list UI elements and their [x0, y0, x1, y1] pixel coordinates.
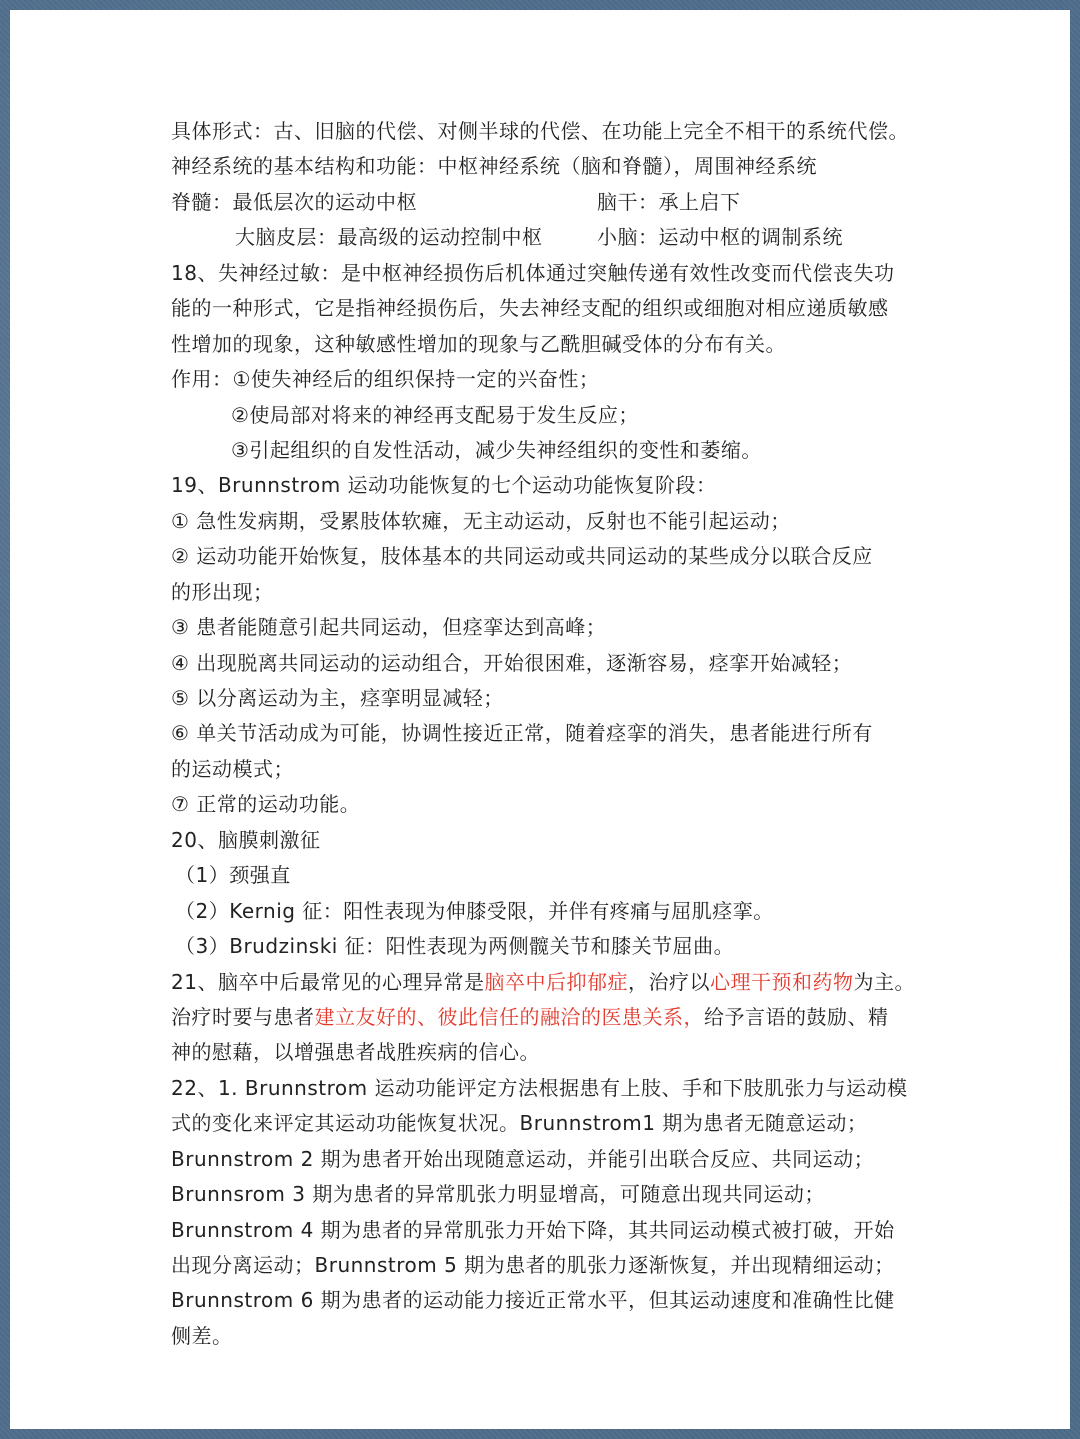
text-line [171, 185, 931, 220]
text-segment: 21、脑卒中后最常见的心理异常是 [171, 969, 485, 994]
cerebellum-text: 小脑：运动中枢的调制系统 [597, 225, 843, 250]
text-line [171, 965, 931, 1000]
text-line: （2）Kernig 征：阳性表现为伸膝受限，并伴有疼痛与屈肌痉挛。 [175, 898, 774, 923]
text-line: ②使局部对将来的神经再支配易于发生反应； [231, 402, 639, 427]
text-line: 的形出现； [171, 579, 274, 604]
cortex-text: 大脑皮层：最高级的运动控制中枢 [235, 225, 543, 250]
text-line: 神经系统的基本结构和功能：中枢神经系统（脑和脊髓），周围神经系统 [171, 154, 817, 179]
text-line: ⑤ 以分离运动为主，痉挛明显减轻； [171, 686, 504, 710]
document-page [10, 10, 1070, 1429]
text-line: 式的变化来评定其运动功能恢复状况。Brunnstrom1 期为患者无随意运动； [171, 1111, 868, 1136]
text-line: 性增加的现象，这种敏感性增加的现象与乙酰胆碱受体的分布有关。 [171, 331, 786, 356]
text-line: ③引起组织的自发性活动，减少失神经组织的变性和萎缩。 [231, 437, 762, 462]
text-line: ② 运动功能开始恢复，肢体基本的共同运动或共同运动的某些成分以联合反应 [171, 544, 873, 569]
document-body [171, 114, 931, 1354]
text-line: 18、失神经过敏：是中枢神经损伤后机体通过突触传递有效性改变而代偿丧失功 [171, 260, 895, 285]
text-line: Brunnstrom 6 期为患者的运动能力接近正常水平，但其运动速度和准确性比健 [171, 1288, 895, 1313]
text-line: ⑦ 正常的运动功能。 [171, 792, 361, 817]
spinal-cord-text: 脊髓：最低层次的运动中枢 [171, 189, 417, 214]
highlight-text: 脑卒中后抑郁症 [484, 969, 628, 994]
text-line: ① 急性发病期，受累肢体软瘫，无主动运动，反射也不能引起运动； [171, 508, 791, 533]
text-line: 神的慰藉，以增强患者战胜疾病的信心。 [171, 1040, 540, 1065]
text-segment: 为主。 [853, 969, 915, 994]
highlight-text: 心理干预和药物 [709, 969, 854, 994]
text-segment: 治疗时要与患者 [171, 1004, 315, 1029]
text-line: Brunnstrom 2 期为患者开始出现随意运动，并能引出联合反应、共同运动； [171, 1146, 875, 1171]
text-line: 的运动模式； [171, 756, 294, 781]
brainstem-text: 脑干：承上启下 [597, 189, 741, 214]
text-line: 能的一种形式，它是指神经损伤后，失去神经支配的组织或细胞对相应递质敏感 [171, 296, 889, 321]
text-line: ③ 患者能随意引起共同运动，但痉挛达到高峰； [171, 615, 607, 640]
text-line: ⑥ 单关节活动成为可能，协调性接近正常，随着痉挛的消失，患者能进行所有 [171, 721, 873, 746]
text-segment: ，治疗以 [627, 969, 710, 994]
text-line [171, 220, 931, 255]
text-line: ④ 出现脱离共同运动的运动组合，开始很困难，逐渐容易，痉挛开始减轻； [171, 650, 853, 675]
text-line: 侧差。 [171, 1323, 233, 1348]
highlight-text: 建立友好的、彼此信任的融洽的医患关系， [314, 1004, 704, 1029]
text-line: 出现分离运动；Brunnstrom 5 期为患者的肌张力逐渐恢复，并出现精细运动； [171, 1253, 895, 1277]
text-line: （3）Brudzinski 征：阳性表现为两侧髋关节和膝关节屈曲。 [175, 934, 735, 959]
text-segment: 给予言语的鼓励、精 [704, 1004, 889, 1029]
text-line: Brunnsrom 3 期为患者的异常肌张力明显增高，可随意出现共同运动； [171, 1182, 825, 1207]
text-line: Brunnstrom 4 期为患者的异常肌张力开始下降，其共同运动模式被打破，开始 [171, 1217, 895, 1242]
text-line: 19、Brunnstrom 运动功能恢复的七个运动功能恢复阶段： [171, 473, 717, 498]
text-line: 20、脑膜刺激征 [171, 827, 321, 852]
text-line: 作用：①使失神经后的组织保持一定的兴奋性； [171, 367, 600, 392]
text-line: （1）颈强直 [175, 863, 291, 888]
text-line: 具体形式：古、旧脑的代偿、对侧半球的代偿、在功能上完全不相干的系统代偿。 [171, 119, 909, 143]
text-line: 22、1. Brunnstrom 运动功能评定方法根据患有上肢、手和下肢肌张力与运动模 [171, 1075, 908, 1100]
text-line [171, 1000, 931, 1035]
